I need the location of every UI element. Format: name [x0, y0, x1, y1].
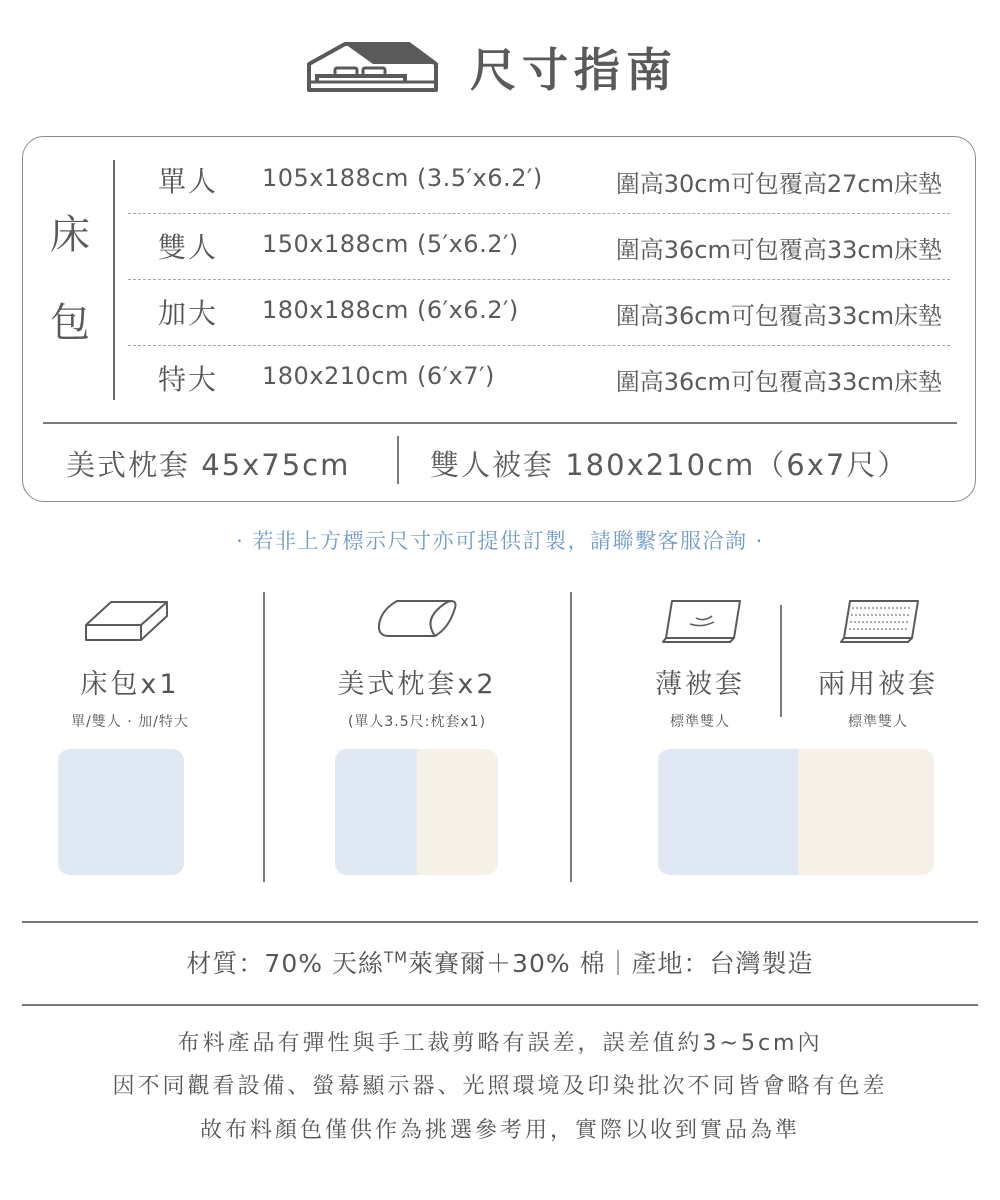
card-divider-horizontal [43, 422, 957, 424]
item-subtitle-pillow-case: (單人3.5尺:枕套x1) [347, 714, 487, 730]
size-dimensions: 180x210cm (6′x7′) [262, 362, 495, 390]
color-swatch-blue [658, 749, 798, 875]
card-divider-vertical [113, 160, 115, 400]
item-title-dual-duvet: 兩用被套 [818, 669, 938, 700]
trademark-mark: TM [383, 948, 409, 967]
item-title-fitted-sheet: 床包x1 [80, 669, 180, 700]
color-swatch-pair [658, 749, 934, 875]
material-origin: 萊賽爾＋30% 棉｜產地：台灣製造 [408, 949, 814, 978]
size-dimensions: 105x188cm (3.5′x6.2′) [262, 164, 543, 192]
dual-duvet-icon [838, 598, 922, 644]
pillowcase-size: 美式枕套 45x75cm [66, 448, 351, 482]
item-title-thin-duvet: 薄被套 [655, 669, 745, 700]
pillow-icon [375, 598, 459, 640]
size-note: 圍高36cm可包覆高33cm床墊 [615, 302, 942, 330]
custom-order-note: · 若非上方標示尺寸亦可提供訂製，請聯繫客服洽詢 · [236, 529, 764, 553]
size-row-double [128, 214, 950, 280]
item-separator [570, 592, 572, 882]
size-row-queen [128, 280, 950, 346]
item-subtitle-dual-duvet: 標準雙人 [848, 714, 908, 730]
material-divider-bottom [22, 1004, 978, 1006]
disclaimer-line-2: 因不同觀看設備、螢幕顯示器、光照環境及印染批次不同皆會略有色差 [112, 1074, 888, 1099]
duvet-size: 雙人被套 180x210cm（6x7尺） [430, 448, 909, 482]
size-name: 加大 [158, 297, 219, 330]
size-name: 單人 [158, 165, 219, 198]
color-swatch-blue [335, 749, 417, 875]
item-separator [780, 605, 782, 717]
material-info [0, 944, 1000, 980]
item-subtitle-fitted-sheet: 單/雙人 · 加/特大 [71, 714, 189, 730]
page-title: 尺寸指南 [470, 43, 678, 97]
card-divider-vertical-bottom [397, 436, 399, 484]
thin-duvet-icon [660, 598, 744, 644]
size-name: 特大 [158, 363, 219, 396]
size-name: 雙人 [158, 231, 219, 264]
size-dimensions: 180x188cm (6′x6.2′) [262, 296, 519, 324]
bed-sheet-label-char-1: 床 [50, 212, 90, 258]
size-dimensions: 150x188cm (5′x6.2′) [262, 230, 519, 258]
disclaimer-line-1: 布料產品有彈性與手工裁剪略有誤差，誤差值約3~5cm內 [177, 1031, 823, 1056]
color-swatch-cream [417, 749, 498, 875]
color-swatch-blue [58, 749, 184, 875]
size-note: 圍高36cm可包覆高33cm床墊 [615, 368, 942, 396]
item-separator [263, 592, 265, 882]
item-subtitle-thin-duvet: 標準雙人 [670, 714, 730, 730]
size-note: 圍高30cm可包覆高27cm床墊 [615, 170, 942, 198]
material-divider-top [22, 921, 978, 923]
fitted-sheet-icon [83, 598, 171, 644]
bed-sheet-label-char-2: 包 [50, 300, 90, 346]
item-title-pillow-case: 美式枕套x2 [337, 669, 497, 700]
material-composition: 材質：70% 天絲 [186, 949, 384, 978]
disclaimer-line-3: 故布料顏色僅供作為挑選參考用，實際以收到實品為準 [199, 1118, 800, 1143]
bed-house-icon [305, 38, 440, 94]
color-swatch-pair [335, 749, 498, 875]
size-note: 圍高36cm可包覆高33cm床墊 [615, 236, 942, 264]
color-swatch-cream [798, 749, 934, 875]
size-row-single [128, 148, 950, 214]
size-row-king [128, 346, 950, 412]
